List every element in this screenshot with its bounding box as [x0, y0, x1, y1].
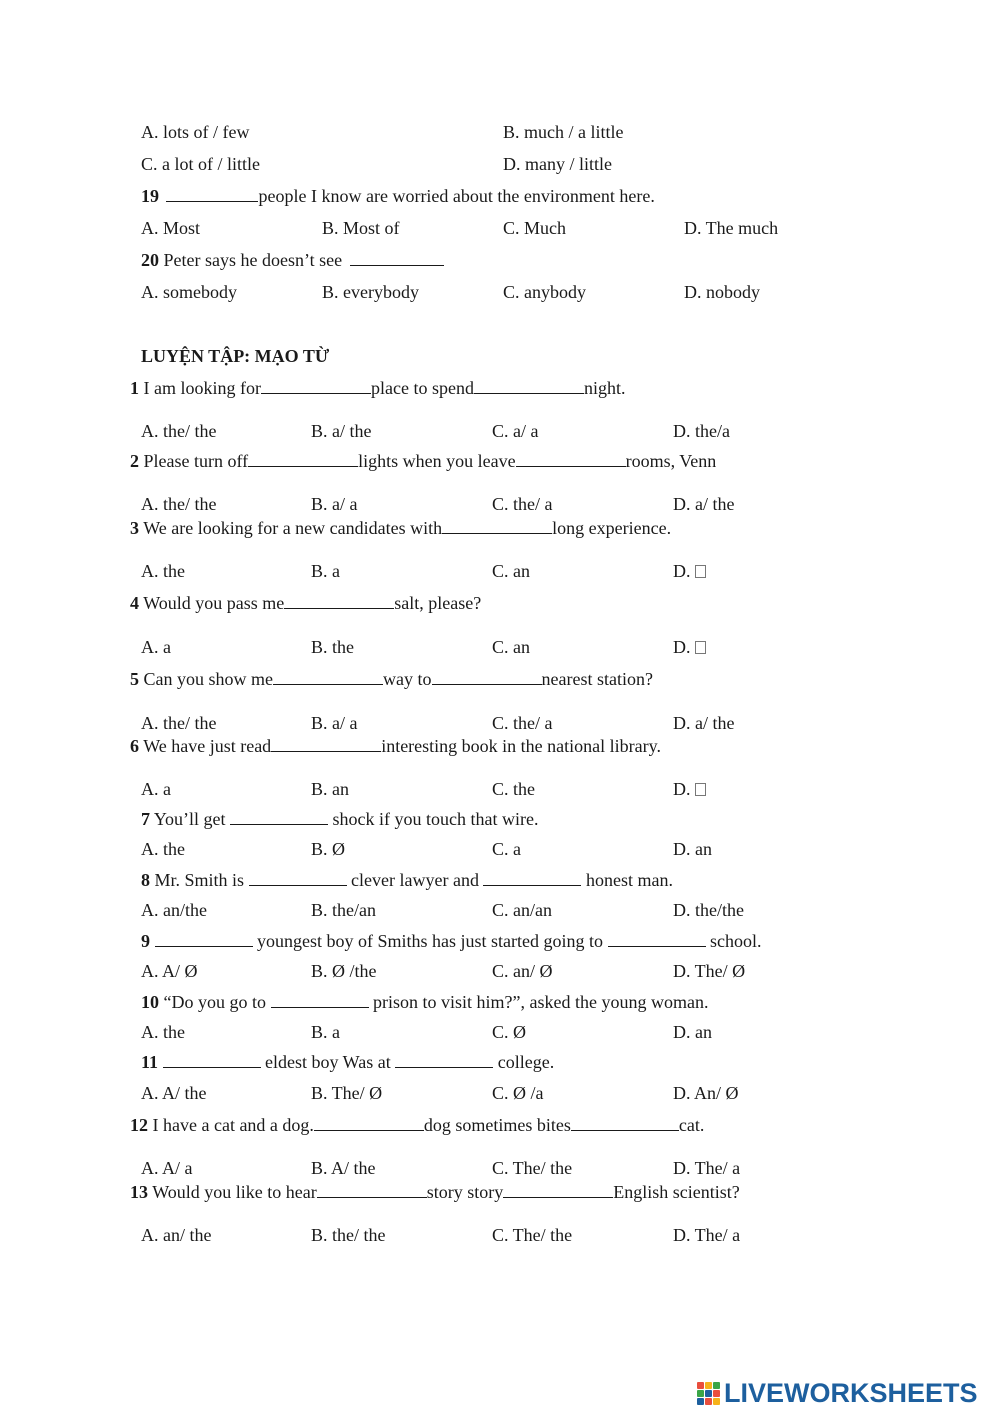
question-number: 8	[141, 870, 150, 890]
question-number: 1	[130, 378, 139, 398]
question-13	[130, 1181, 740, 1203]
option-a[interactable]: A. an/the	[141, 900, 207, 920]
question-text: prison to visit him?”, asked the young woman.	[373, 992, 709, 1012]
liveworksheets-logo[interactable]	[697, 1378, 978, 1408]
answer-blank[interactable]	[163, 1051, 261, 1068]
question-text: people I know are worried about the environment here.	[258, 186, 655, 206]
answer-blank[interactable]	[350, 249, 444, 266]
question-7	[141, 808, 539, 830]
option-a[interactable]: A. A/ Ø	[141, 961, 198, 981]
option-c[interactable]: C. an	[492, 561, 530, 581]
option-d[interactable]: D. an	[673, 839, 712, 859]
option-d[interactable]: D. the/the	[673, 900, 744, 920]
option-b[interactable]: B. Ø /the	[311, 961, 377, 981]
option-a[interactable]: A. somebody	[141, 282, 237, 302]
option-a[interactable]: A. the	[141, 561, 185, 581]
option-a[interactable]: A. A/ a	[141, 1158, 193, 1178]
answer-blank[interactable]	[317, 1181, 427, 1198]
answer-blank[interactable]	[516, 450, 626, 467]
option-d[interactable]	[673, 560, 706, 582]
option-b[interactable]: B. the/ the	[311, 1225, 386, 1245]
answer-blank[interactable]	[248, 450, 358, 467]
option-b[interactable]: B. The/ Ø	[311, 1083, 383, 1103]
option-d[interactable]: D. a/ the	[673, 494, 735, 514]
question-number: 11	[141, 1052, 159, 1072]
option-d[interactable]: D. The much	[684, 218, 779, 238]
option-a[interactable]: A. the/ the	[141, 494, 217, 514]
question-text: cat.	[678, 1115, 705, 1135]
question-number: 6	[130, 736, 139, 756]
question-text: nearest station?	[541, 669, 653, 689]
option-b[interactable]: B. a/ a	[311, 494, 358, 514]
option-a[interactable]: A. Most	[141, 218, 201, 238]
answer-blank[interactable]	[474, 377, 584, 394]
question-text: college.	[497, 1052, 555, 1072]
question-text: night.	[583, 378, 626, 398]
answer-blank[interactable]	[503, 1181, 613, 1198]
option-c[interactable]: C. an/an	[492, 900, 552, 920]
question-text: We have just read	[143, 736, 272, 756]
question-3	[130, 517, 671, 539]
option[interactable]: D. many / little	[503, 154, 612, 174]
option-c[interactable]: C. a	[492, 839, 521, 859]
option-b[interactable]: B. a/ a	[311, 713, 358, 733]
answer-blank[interactable]	[442, 517, 552, 534]
question-2	[130, 450, 716, 472]
question-number: 7	[141, 809, 150, 829]
question-text: “Do you go to	[163, 992, 266, 1012]
question-12	[130, 1114, 704, 1136]
question-text: Peter says he doesn’t see	[163, 250, 343, 270]
option-c[interactable]: C. The/ the	[492, 1225, 573, 1245]
option-d[interactable]: D. An/ Ø	[673, 1083, 739, 1103]
question-text: clever lawyer and	[351, 870, 479, 890]
answer-blank[interactable]	[230, 808, 328, 825]
answer-blank[interactable]	[271, 735, 381, 752]
question-text: school.	[710, 931, 762, 951]
option-b[interactable]: B. Ø	[311, 839, 346, 859]
question-number: 5	[130, 669, 139, 689]
question-text: way to	[383, 669, 432, 689]
question-text: story story	[426, 1182, 504, 1202]
question-text: salt, please?	[394, 593, 482, 613]
section-title: LUYỆN TẬP: MẠO TỪ	[141, 346, 330, 366]
question-1	[130, 377, 625, 399]
option-c[interactable]: C. Ø /a	[492, 1083, 544, 1103]
option-a[interactable]: A. a	[141, 637, 171, 657]
question-19	[141, 185, 655, 207]
question-text: shock if you touch that wire.	[332, 809, 539, 829]
option-c[interactable]: C. the/ a	[492, 494, 553, 514]
question-text: Would you like to hear	[152, 1182, 317, 1202]
option-a[interactable]: A. the/ the	[141, 421, 217, 441]
option-c[interactable]: C. anybody	[503, 282, 586, 302]
liveworksheets-logo-icon	[697, 1380, 721, 1406]
question-text: eldest boy Was at	[265, 1052, 391, 1072]
option-d[interactable]: D. The/ a	[673, 1225, 741, 1245]
option-b[interactable]: B. an	[311, 779, 349, 799]
option-c[interactable]: C. a/ a	[492, 421, 539, 441]
option-b[interactable]: B. everybody	[322, 282, 419, 302]
question-text: lights when you leave	[358, 451, 516, 471]
option-b[interactable]: B. Most of	[322, 218, 400, 238]
question-20	[141, 249, 444, 271]
option-c[interactable]: C. Much	[503, 218, 566, 238]
option-a[interactable]: A. the	[141, 839, 185, 859]
option[interactable]: C. a lot of / little	[141, 154, 260, 174]
question-number: 19	[141, 186, 159, 206]
question-number: 13	[130, 1182, 148, 1202]
answer-blank[interactable]	[608, 930, 706, 947]
question-10	[141, 991, 708, 1013]
option-b[interactable]: B. a	[311, 1022, 340, 1042]
question-text: Would you pass me	[143, 593, 285, 613]
question-number: 12	[130, 1115, 148, 1135]
question-9	[141, 930, 762, 952]
option[interactable]: B. much / a little	[503, 122, 624, 142]
answer-blank[interactable]	[483, 869, 581, 886]
question-text: English scientist?	[613, 1182, 740, 1202]
option-label: D.	[673, 637, 691, 657]
option-a[interactable]: A. A/ the	[141, 1083, 207, 1103]
missing-glyph-icon	[695, 565, 706, 578]
question-text: youngest boy of Smiths has just started going to	[257, 931, 603, 951]
option-d[interactable]: D. nobody	[684, 282, 760, 302]
question-text: We are looking for a new candidates with	[143, 518, 443, 538]
answer-blank[interactable]	[571, 1114, 679, 1131]
option-c[interactable]: C. the	[492, 779, 535, 799]
question-number: 4	[130, 593, 139, 613]
option-b[interactable]: B. a	[311, 561, 340, 581]
option-a[interactable]: A. the	[141, 1022, 185, 1042]
question-text: place to spend	[370, 378, 474, 398]
question-text: dog sometimes bites	[423, 1115, 571, 1135]
answer-blank[interactable]	[261, 377, 371, 394]
question-text: Please turn off	[143, 451, 249, 471]
answer-blank[interactable]	[155, 930, 253, 947]
option-d[interactable]: D. The/ Ø	[673, 961, 746, 981]
question-8	[141, 869, 673, 891]
option-c[interactable]: C. Ø	[492, 1022, 527, 1042]
option-d[interactable]	[673, 778, 706, 800]
option-b[interactable]: B. the/an	[311, 900, 376, 920]
option-d[interactable]: D. The/ a	[673, 1158, 741, 1178]
answer-blank[interactable]	[395, 1051, 493, 1068]
option-b[interactable]: B. the	[311, 637, 354, 657]
answer-blank[interactable]	[314, 1114, 424, 1131]
option-a[interactable]: A. a	[141, 779, 171, 799]
question-5	[130, 668, 653, 690]
question-text: Can you show me	[143, 669, 273, 689]
question-number: 3	[130, 518, 139, 538]
answer-blank[interactable]	[249, 869, 347, 886]
option-a[interactable]: A. an/ the	[141, 1225, 212, 1245]
answer-blank[interactable]	[166, 185, 258, 202]
question-text: rooms, Venn	[625, 451, 717, 471]
question-text: honest man.	[585, 870, 673, 890]
answer-blank[interactable]	[273, 668, 383, 685]
question-number: 9	[141, 931, 150, 951]
answer-blank[interactable]	[284, 592, 394, 609]
question-text: interesting book in the national library.	[381, 736, 661, 756]
option-b[interactable]: B. a/ the	[311, 421, 372, 441]
option-d[interactable]: D. the/a	[673, 421, 730, 441]
missing-glyph-icon	[695, 783, 706, 796]
question-number: 20	[141, 250, 159, 270]
question-text: Mr. Smith is	[154, 870, 245, 890]
question-6	[130, 735, 661, 757]
question-text: I have a cat and a dog.	[152, 1115, 314, 1135]
question-text: long experience.	[552, 518, 672, 538]
missing-glyph-icon	[695, 641, 706, 654]
question-number: 10	[141, 992, 159, 1012]
option-d[interactable]: D. an	[673, 1022, 712, 1042]
option-c[interactable]: C. an	[492, 637, 530, 657]
option-c[interactable]: C. The/ the	[492, 1158, 573, 1178]
question-4	[130, 592, 481, 614]
question-text: I am looking for	[143, 378, 261, 398]
option[interactable]: A. lots of / few	[141, 122, 250, 142]
answer-blank[interactable]	[432, 668, 542, 685]
option-a[interactable]: A. the/ the	[141, 713, 217, 733]
option-label: D.	[673, 561, 691, 581]
logo-text: LIVEWORKSHEETS	[724, 1377, 978, 1408]
question-11	[141, 1051, 554, 1073]
option-c[interactable]: C. the/ a	[492, 713, 553, 733]
option-label: D.	[673, 779, 691, 799]
option-d[interactable]: D. a/ the	[673, 713, 735, 733]
option-d[interactable]	[673, 636, 706, 658]
option-c[interactable]: C. an/ Ø	[492, 961, 553, 981]
question-text: You’ll get	[153, 809, 226, 829]
option-b[interactable]: B. A/ the	[311, 1158, 376, 1178]
question-number: 2	[130, 451, 139, 471]
answer-blank[interactable]	[271, 991, 369, 1008]
